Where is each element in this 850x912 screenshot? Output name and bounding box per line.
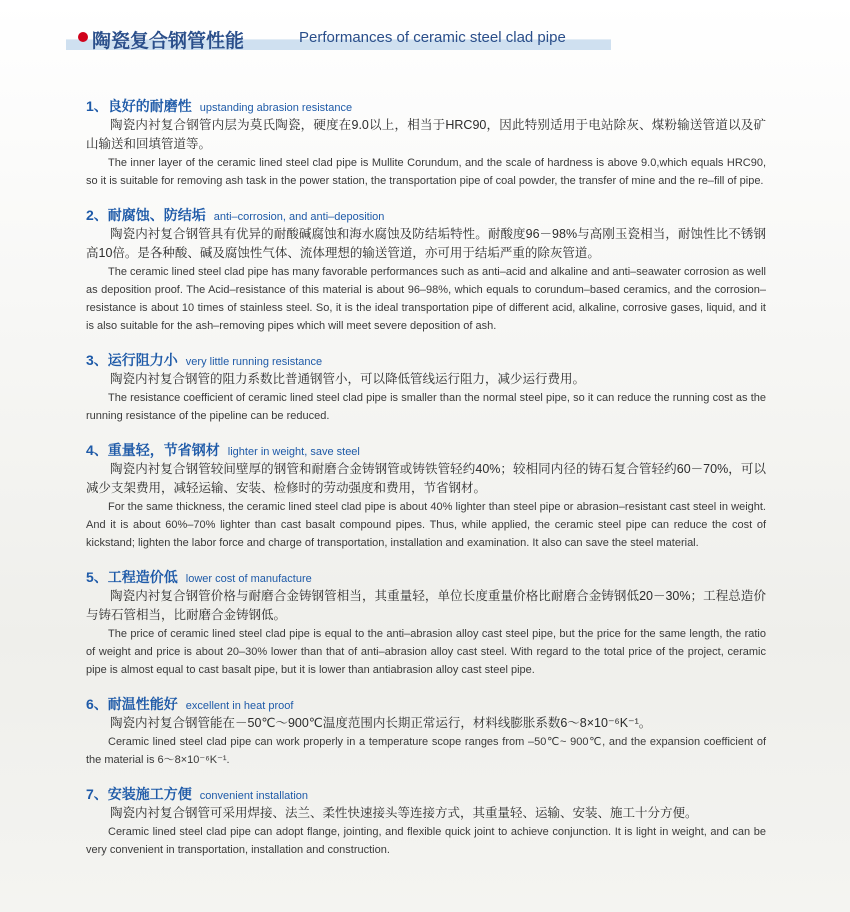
section-text-cn: 陶瓷内衬复合钢管具有优异的耐酸碱腐蚀和海水腐蚀及防结垢特性。耐酸度96－98%与高刚玉瓷相当，耐蚀性比不锈钢高10倍。是各种酸、碱及腐蚀性气体、流体理想的输送管道，亦可用于结垢严重的除灰管道。 bbox=[86, 227, 766, 260]
section-low-cost bbox=[86, 567, 766, 679]
content-body bbox=[86, 96, 766, 874]
section-title-cn: 4、重量轻，节省钢材 bbox=[86, 442, 220, 458]
section-running-resistance bbox=[86, 350, 766, 425]
section-anti-corrosion bbox=[86, 205, 766, 335]
section-title-en: lighter in weight, save steel bbox=[227, 446, 360, 458]
section-title-cn: 2、耐腐蚀、防结垢 bbox=[86, 207, 206, 223]
section-text-en: The price of ceramic lined steel clad pipe is equal to the anti–abrasion alloy cast steel pipe, but the price for the same length, the ratio of weight and price is about 20–30% lower than that of anti–abrasion alloy cast steel. With regard to the total price of the project, ceramic pipe is almost equal to cast basalt pipe, but it is lower than antiabrasion alloy cast steel pipe. bbox=[86, 628, 766, 676]
section-title-en: convenient installation bbox=[199, 790, 309, 802]
section-title-en: very little running resistance bbox=[185, 356, 323, 368]
section-text-cn: 陶瓷内衬复合钢管可采用焊接、法兰、柔性快速接头等连接方式，其重量轻、运输、安装、施工十分方便。 bbox=[110, 806, 698, 820]
section-title-cn: 5、工程造价低 bbox=[86, 569, 178, 585]
section-title-en: anti–corrosion, and anti–deposition bbox=[213, 211, 385, 223]
page-title-en: Performances of ceramic steel clad pipe bbox=[299, 29, 566, 46]
section-text-en: The inner layer of the ceramic lined steel clad pipe is Mullite Corundum, and the scale of hardness is above 9.0,which equals HRC90, so it is suitable for removing ash task in the power station, the transportation pipe of coal powder, the transfer of mine and the re–fill of pipe. bbox=[86, 157, 766, 187]
section-title-cn: 6、耐温性能好 bbox=[86, 696, 178, 712]
section-text-cn: 陶瓷内衬复合钢管价格与耐磨合金铸钢管相当，其重量轻，单位长度重量价格比耐磨合金铸钢低20－30%；工程总造价与铸石管相当，比耐磨合金铸钢低。 bbox=[86, 589, 766, 622]
section-text-en: For the same thickness, the ceramic lined steel clad pipe is about 40% lighter than steel pipe or abrasion–resistant cast steel in weight. And it is about 60%–70% lighter than cast basalt compound pipes. Thus, while applied, the ceramic steel pipe can reduce the cost of kickstand; lighten the labor force and charge of transportation, installation and examination. It also can save the steel material. bbox=[86, 501, 766, 549]
page-header bbox=[66, 26, 611, 50]
section-title-cn: 7、安装施工方便 bbox=[86, 786, 192, 802]
section-text-en: The ceramic lined steel clad pipe has many favorable performances such as anti–acid and alkaline and anti–seawater corrosion as well as deposition proof. The Acid–resistance of this material is about 96–98%, which equals to corundum–based ceramics, and the corrosion–resistance is about 10 times of stainless steel. So, it is the ideal transportation pipe of different acid, alkaline, corrosive gases, liquid, and it is also suitable for the ash–removing pipes which will meet severe deposition of ash. bbox=[86, 266, 766, 332]
section-text-en: Ceramic lined steel clad pipe can adopt flange, jointing, and flexible quick joint to achieve conjunction. It is light in weight, and can be very convenient in transportation, installation and construction. bbox=[86, 826, 766, 856]
red-bullet-icon bbox=[78, 32, 88, 42]
section-text-cn: 陶瓷内衬复合钢管较间壁厚的钢管和耐磨合金铸钢管或铸铁管轻约40%；较相同内径的铸石复合管轻约60－70%，可以减少支架费用，减轻运输、安装、检修时的劳动强度和费用，节省钢材。 bbox=[86, 462, 766, 495]
section-light-weight bbox=[86, 440, 766, 552]
section-text-cn: 陶瓷内衬复合钢管内层为莫氏陶瓷，硬度在9.0以上，相当于HRC90，因此特别适用于电站除灰、煤粉输送管道以及矿山输送和回填管道等。 bbox=[86, 118, 766, 151]
section-abrasion bbox=[86, 96, 766, 190]
section-title-cn: 1、良好的耐磨性 bbox=[86, 98, 192, 114]
page-title-cn: 陶瓷复合钢管性能 bbox=[92, 31, 245, 52]
section-title-en: lower cost of manufacture bbox=[185, 573, 312, 585]
section-text-cn: 陶瓷内衬复合钢管能在－50℃～900℃温度范围内长期正常运行，材料线膨胀系数6～8×10⁻⁶K⁻¹。 bbox=[110, 716, 652, 730]
section-title-en: excellent in heat proof bbox=[185, 700, 294, 712]
section-text-cn: 陶瓷内衬复合钢管的阻力系数比普通钢管小，可以降低管线运行阻力，减少运行费用。 bbox=[110, 372, 586, 386]
section-text-en: The resistance coefficient of ceramic lined steel clad pipe is smaller than the normal steel pipe, so it can reduce the running cost as the running resistance of the pipeline can be reduced. bbox=[86, 392, 766, 422]
section-heat-proof bbox=[86, 694, 766, 769]
section-title-en: upstanding abrasion resistance bbox=[199, 102, 353, 114]
section-text-en: Ceramic lined steel clad pipe can work properly in a temperature scope ranges from –50℃~ 900℃, and the expansion coefficient of the material is 6～8×10⁻⁶K⁻¹. bbox=[86, 736, 766, 766]
section-title-cn: 3、运行阻力小 bbox=[86, 352, 178, 368]
section-installation bbox=[86, 784, 766, 859]
